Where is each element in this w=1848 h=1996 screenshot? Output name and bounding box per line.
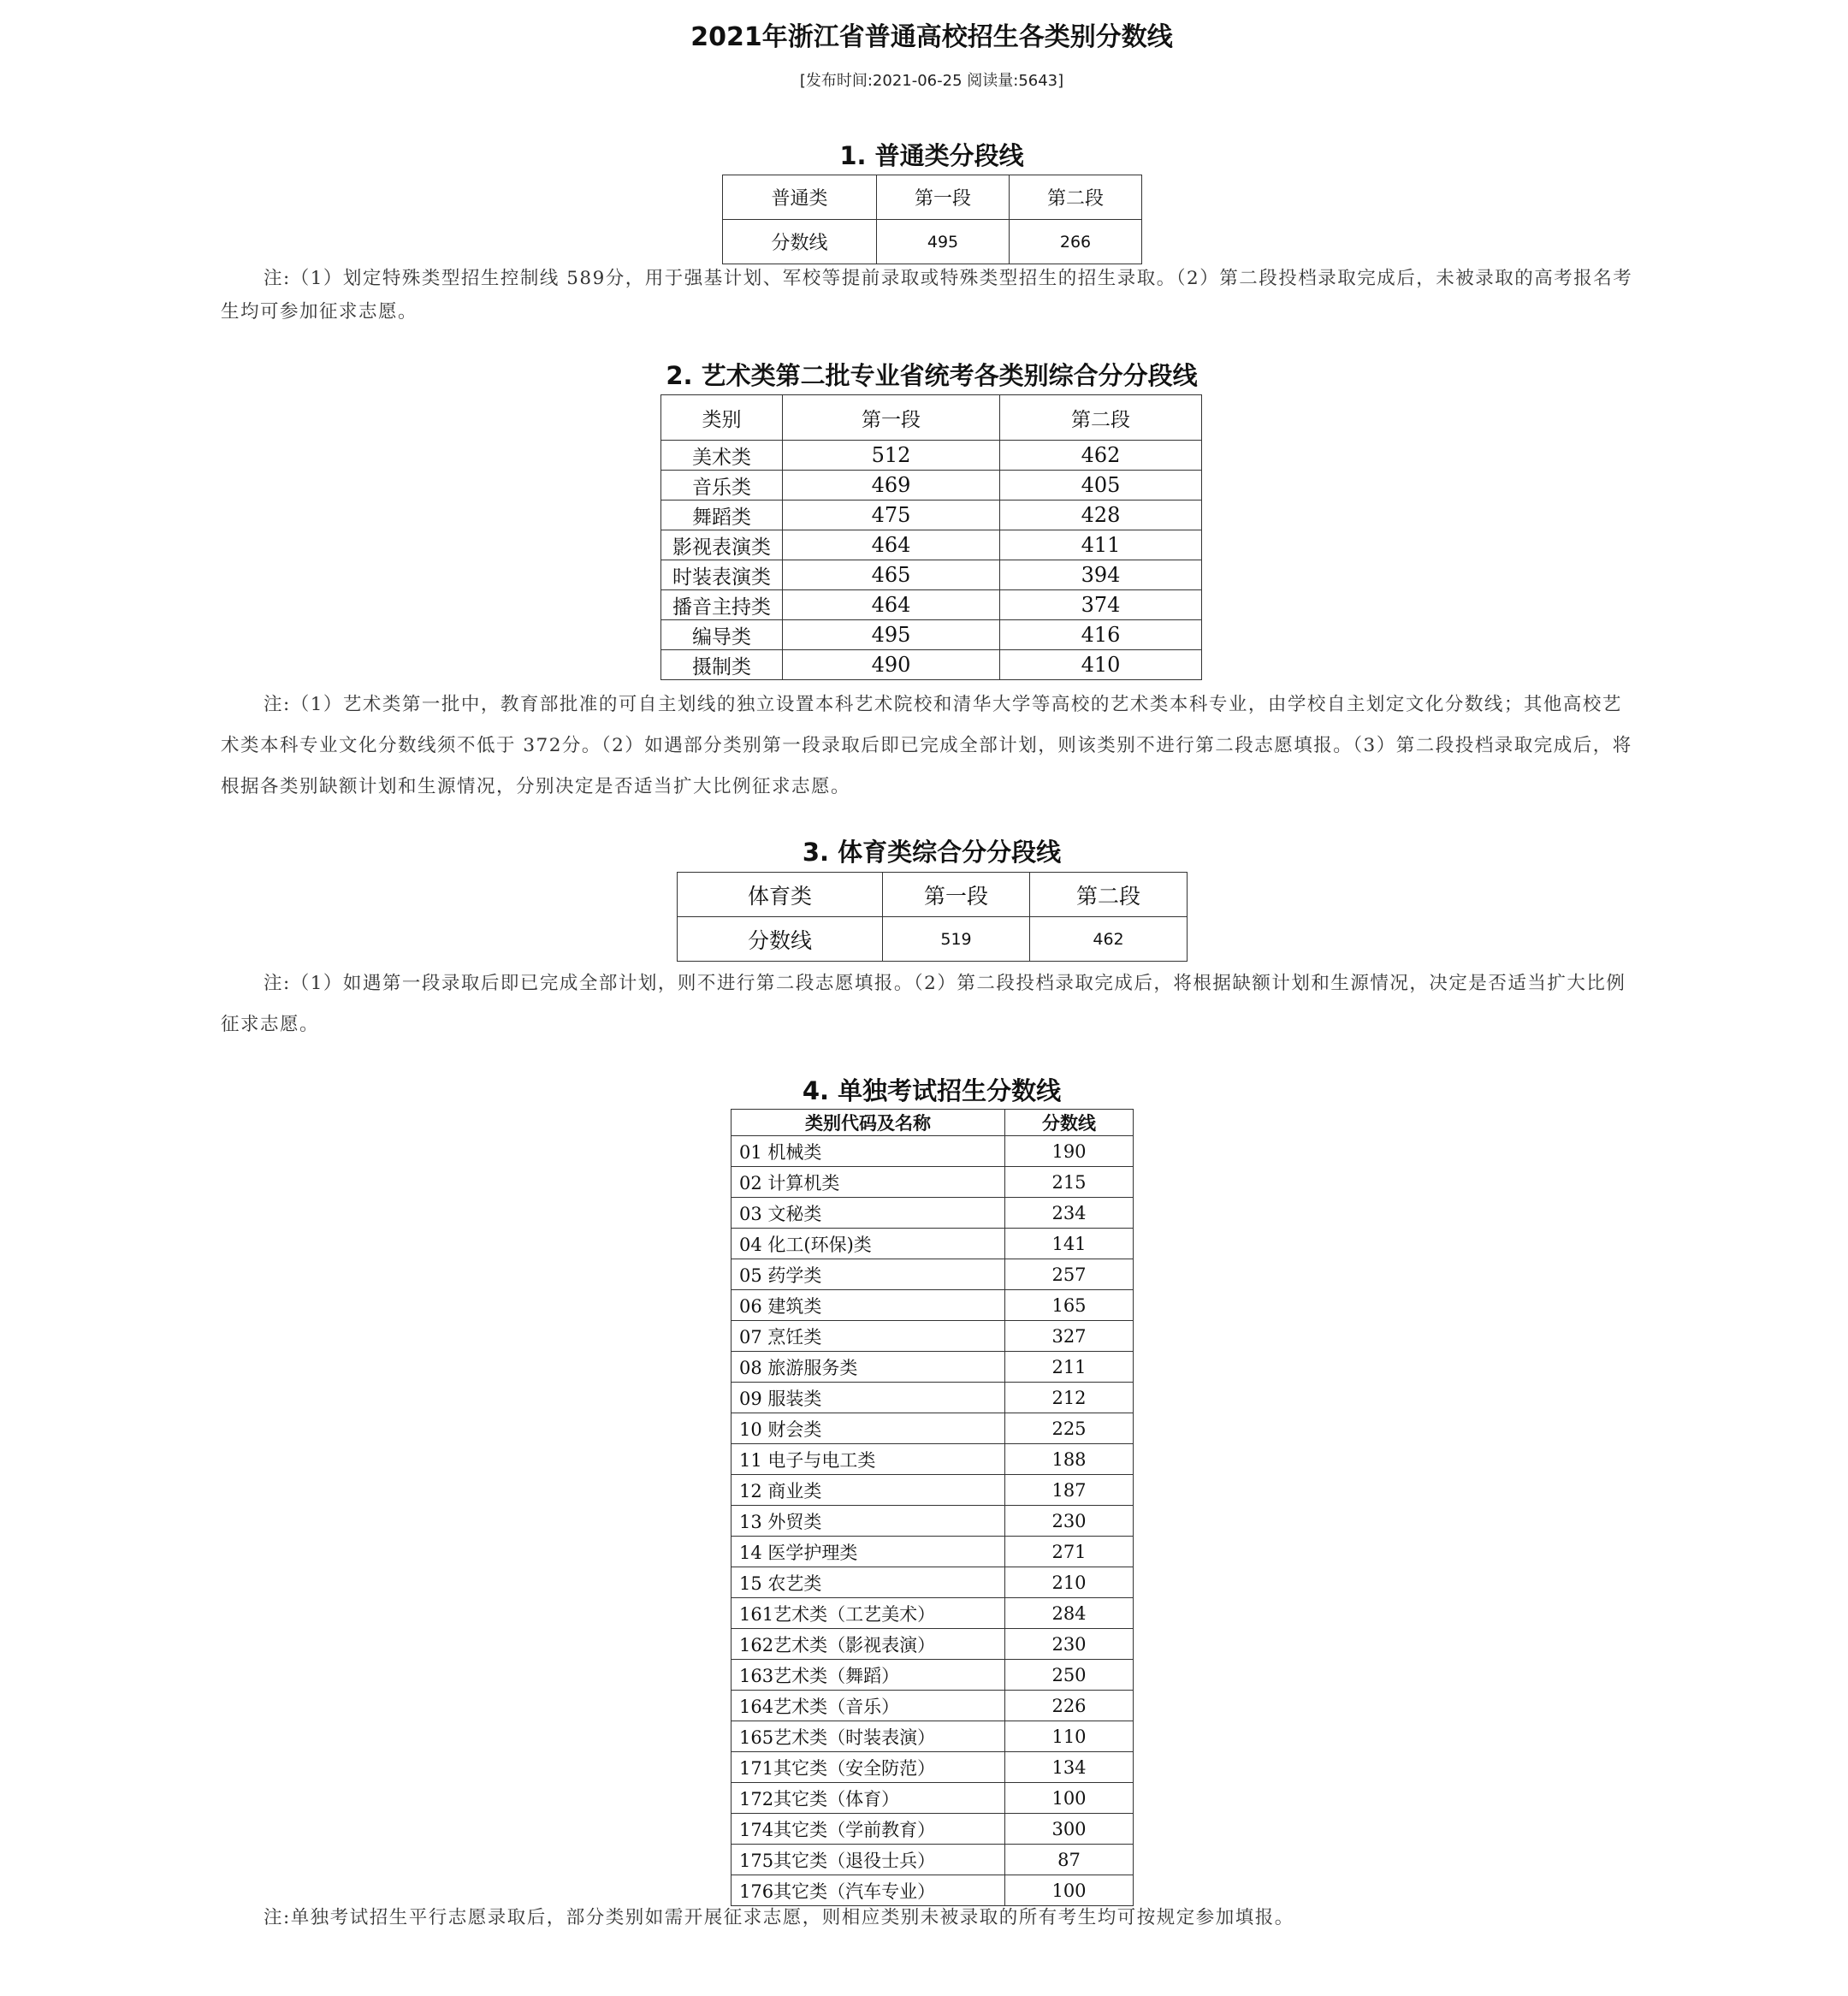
score-cell: 512	[783, 441, 1000, 471]
table-row	[732, 1598, 1134, 1629]
score-cell: 187	[1005, 1475, 1134, 1506]
category-cell: 摄制类	[661, 650, 783, 680]
section4-title: 4. 单独考试招生分数线	[802, 1076, 1062, 1105]
score-cell: 490	[783, 650, 1000, 680]
score-cell: 495	[783, 620, 1000, 650]
score-cell: 475	[783, 500, 1000, 530]
header-cell: 类别代码及名称	[732, 1110, 1005, 1136]
table-row	[732, 1629, 1134, 1660]
header-cell: 第二段	[1010, 175, 1142, 220]
header-cell: 第二段	[1030, 873, 1188, 917]
score-cell: 266	[1010, 220, 1142, 264]
table-row	[732, 1136, 1134, 1167]
category-cell: 10 财会类	[732, 1413, 1005, 1444]
category-cell: 163艺术类（舞蹈）	[732, 1660, 1005, 1691]
section2-title: 2. 艺术类第二批专业省统考各类别综合分分段线	[666, 361, 1198, 390]
table-row	[732, 1814, 1134, 1845]
score-cell: 226	[1005, 1691, 1134, 1721]
score-cell: 464	[783, 530, 1000, 560]
table-row	[732, 1198, 1134, 1229]
table-header-row	[723, 175, 1142, 220]
category-cell: 175其它类（退役士兵）	[732, 1845, 1005, 1875]
score-cell: 87	[1005, 1845, 1134, 1875]
section3-note: 注:（1）如遇第一段录取后即已完成全部计划，则不进行第二段志愿填报。（2）第二段投档录取完成后，将根据缺额计划和生源情况，决定是否适当扩大比例征求志愿。	[221, 973, 1626, 1035]
category-cell: 时装表演类	[661, 560, 783, 590]
score-cell: 211	[1005, 1352, 1134, 1383]
table-row	[732, 1167, 1134, 1198]
row-label: 分数线	[678, 917, 883, 962]
category-cell: 11 电子与电工类	[732, 1444, 1005, 1475]
table-row	[732, 1567, 1134, 1598]
score-cell: 141	[1005, 1229, 1134, 1259]
category-cell: 08 旅游服务类	[732, 1352, 1005, 1383]
table-row	[661, 441, 1202, 471]
table-row	[732, 1691, 1134, 1721]
score-cell: 300	[1005, 1814, 1134, 1845]
score-cell: 257	[1005, 1259, 1134, 1290]
score-cell: 234	[1005, 1198, 1134, 1229]
score-cell: 165	[1005, 1290, 1134, 1321]
table-row	[732, 1321, 1134, 1352]
table-row	[732, 1229, 1134, 1259]
category-cell: 音乐类	[661, 471, 783, 500]
table-row	[732, 1383, 1134, 1413]
table-row	[732, 1721, 1134, 1752]
table-row	[732, 1660, 1134, 1691]
score-cell: 410	[1000, 650, 1202, 680]
score-cell: 212	[1005, 1383, 1134, 1413]
category-cell: 165艺术类（时装表演）	[732, 1721, 1005, 1752]
category-cell: 美术类	[661, 441, 783, 471]
table-row	[732, 1475, 1134, 1506]
section3-table	[677, 872, 1188, 962]
header-cell: 第一段	[883, 873, 1030, 917]
score-cell: 519	[883, 917, 1030, 962]
header-cell: 体育类	[678, 873, 883, 917]
table-row	[661, 560, 1202, 590]
section2-note: 注:（1）艺术类第一批中，教育部批准的可自主划线的独立设置本科艺术院校和清华大学等高校的艺术类本科专业，由学校自主划定文化分数线；其他高校艺术类本科专业文化分数线须不低于 372分。（2）如遇部分类别第一段录取后即已完成全部计划，则该类别不进行第二段志愿填报。（3）第二段投档录取完成后，将根据各类别缺额计划和生源情况，分别决定是否适当扩大比例征求志愿。	[221, 694, 1632, 797]
category-cell: 编导类	[661, 620, 783, 650]
header-cell: 分数线	[1005, 1110, 1134, 1136]
table-header-row	[661, 395, 1202, 441]
score-cell: 374	[1000, 590, 1202, 620]
score-cell: 405	[1000, 471, 1202, 500]
category-cell: 15 农艺类	[732, 1567, 1005, 1598]
table-row	[661, 620, 1202, 650]
header-cell: 类别	[661, 395, 783, 441]
publish-meta: [发布时间:2021-06-25 阅读量:5643]	[799, 72, 1064, 90]
score-cell: 464	[783, 590, 1000, 620]
header-cell: 第二段	[1000, 395, 1202, 441]
category-cell: 06 建筑类	[732, 1290, 1005, 1321]
category-cell: 07 烹饪类	[732, 1321, 1005, 1352]
score-cell: 225	[1005, 1413, 1134, 1444]
table-row	[661, 650, 1202, 680]
score-cell: 100	[1005, 1875, 1134, 1906]
table-row	[732, 1259, 1134, 1290]
score-cell: 250	[1005, 1660, 1134, 1691]
category-cell: 12 商业类	[732, 1475, 1005, 1506]
score-cell: 271	[1005, 1537, 1134, 1567]
category-cell: 05 药学类	[732, 1259, 1005, 1290]
score-cell: 462	[1000, 441, 1202, 471]
score-cell: 100	[1005, 1783, 1134, 1814]
category-cell: 176其它类（汽车专业）	[732, 1875, 1005, 1906]
score-cell: 230	[1005, 1506, 1134, 1537]
table-header-row	[732, 1110, 1134, 1136]
header-cell: 第一段	[877, 175, 1010, 220]
category-cell: 舞蹈类	[661, 500, 783, 530]
category-cell: 影视表演类	[661, 530, 783, 560]
section4-table	[731, 1109, 1134, 1906]
score-cell: 188	[1005, 1444, 1134, 1475]
category-cell: 162艺术类（影视表演）	[732, 1629, 1005, 1660]
section3-title: 3. 体育类综合分分段线	[802, 838, 1062, 867]
category-cell: 171其它类（安全防范）	[732, 1752, 1005, 1783]
row-label: 分数线	[723, 220, 877, 264]
header-cell: 第一段	[783, 395, 1000, 441]
score-cell: 495	[877, 220, 1010, 264]
table-row	[732, 1290, 1134, 1321]
table-row	[732, 1845, 1134, 1875]
score-cell: 469	[783, 471, 1000, 500]
section1-note: 注:（1）划定特殊类型招生控制线 589分，用于强基计划、军校等提前录取或特殊类型招生的招生录取。（2）第二段投档录取完成后，未被录取的高考报名考生均可参加征求志愿。	[221, 268, 1633, 323]
table-row	[732, 1783, 1134, 1814]
score-cell: 190	[1005, 1136, 1134, 1167]
category-cell: 164艺术类（音乐）	[732, 1691, 1005, 1721]
page-title: 2021年浙江省普通高校招生各类别分数线	[690, 22, 1173, 52]
header-cell: 普通类	[723, 175, 877, 220]
category-cell: 02 计算机类	[732, 1167, 1005, 1198]
table-row	[661, 590, 1202, 620]
score-cell: 230	[1005, 1629, 1134, 1660]
score-cell: 416	[1000, 620, 1202, 650]
score-cell: 411	[1000, 530, 1202, 560]
category-cell: 172其它类（体育）	[732, 1783, 1005, 1814]
table-row	[661, 471, 1202, 500]
table-row	[732, 1537, 1134, 1567]
category-cell: 03 文秘类	[732, 1198, 1005, 1229]
category-cell: 播音主持类	[661, 590, 783, 620]
table-row	[661, 530, 1202, 560]
score-cell: 462	[1030, 917, 1188, 962]
table-row	[661, 500, 1202, 530]
category-cell: 04 化工(环保)类	[732, 1229, 1005, 1259]
section1-table	[722, 175, 1142, 264]
section1-title: 1. 普通类分段线	[839, 141, 1024, 170]
table-row	[723, 220, 1142, 264]
score-cell: 110	[1005, 1721, 1134, 1752]
score-cell: 394	[1000, 560, 1202, 590]
score-cell: 284	[1005, 1598, 1134, 1629]
category-cell: 09 服装类	[732, 1383, 1005, 1413]
category-cell: 14 医学护理类	[732, 1537, 1005, 1567]
score-cell: 428	[1000, 500, 1202, 530]
category-cell: 01 机械类	[732, 1136, 1005, 1167]
table-row	[678, 917, 1188, 962]
table-row	[732, 1352, 1134, 1383]
category-cell: 161艺术类（工艺美术）	[732, 1598, 1005, 1629]
section2-table	[660, 394, 1202, 680]
table-row	[732, 1506, 1134, 1537]
table-header-row	[678, 873, 1188, 917]
table-row	[732, 1752, 1134, 1783]
category-cell: 13 外贸类	[732, 1506, 1005, 1537]
score-cell: 465	[783, 560, 1000, 590]
table-row	[732, 1444, 1134, 1475]
section4-note: 注:单独考试招生平行志愿录取后，部分类别如需开展征求志愿，则相应类别未被录取的所有考生均可按规定参加填报。	[264, 1907, 1294, 1928]
category-cell: 174其它类（学前教育）	[732, 1814, 1005, 1845]
score-cell: 215	[1005, 1167, 1134, 1198]
score-cell: 327	[1005, 1321, 1134, 1352]
score-cell: 134	[1005, 1752, 1134, 1783]
table-row	[732, 1413, 1134, 1444]
score-cell: 210	[1005, 1567, 1134, 1598]
